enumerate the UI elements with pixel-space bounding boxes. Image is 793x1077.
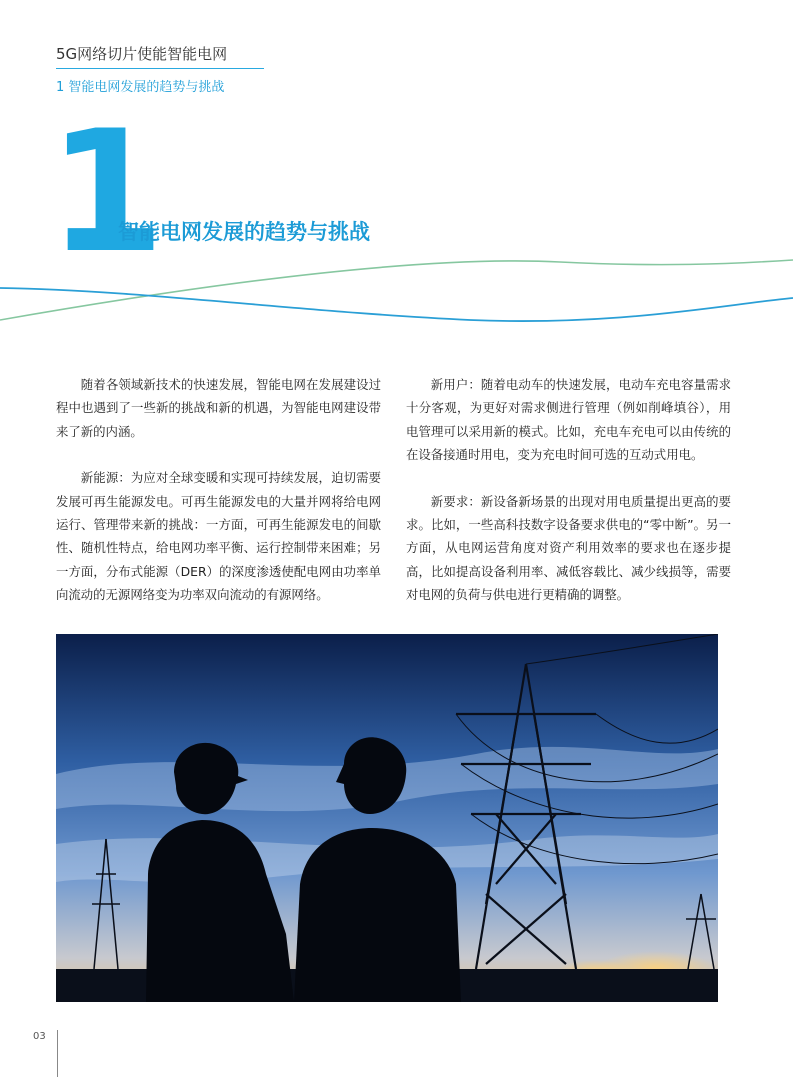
chapter-number: 1 bbox=[48, 94, 161, 290]
left-column bbox=[56, 373, 381, 630]
wave-blue bbox=[0, 288, 793, 321]
paragraph-new-energy: 新能源：为应对全球变暖和实现可持续发展，迫切需要发展可再生能源发电。可再生能源发电的大量并网将给电网运行、管理带来新的挑战：一方面，可再生能源发电的间歇性、随机性特点，给电网功率平衡、运行控制带来困难；另一方面，分布式能源（DER）的深度渗透使配电网由功率单向流动的无源网络变为功率双向流动的有源网络。 bbox=[56, 470, 381, 603]
paragraph-new-users: 新用户：随着电动车的快速发展，电动车充电容量需求十分客观，为更好对需求侧进行管理（例如削峰填谷），用电管理可以采用新的模式。比如，充电车充电可以由传统的在设备接通时用电，变为充电时间可选的互动式用电。 bbox=[406, 377, 731, 463]
running-header-title: 5G网络切片使能智能电网 bbox=[56, 45, 228, 63]
decorative-waves bbox=[0, 250, 793, 340]
workers-power-tower-photo bbox=[56, 634, 718, 1002]
paragraph-intro: 随着各领域新技术的快速发展，智能电网在发展建设过程中也遇到了一些新的挑战和新的机遇，为智能电网建设带来了新的内涵。 bbox=[56, 377, 381, 439]
footer-divider bbox=[57, 1030, 58, 1077]
chapter-title: 智能电网发展的趋势与挑战 bbox=[118, 220, 370, 244]
paragraph-new-requirements: 新要求：新设备新场景的出现对用电质量提出更高的要求。比如，一些高科技数字设备要求供电的“零中断”。另一方面，从电网运营角度对资产利用效率的要求也在逐步提高，比如提高设备利用率、减低容载比、减少线损等，需要对电网的负荷与供电进行更精确的调整。 bbox=[406, 493, 731, 603]
wave-green bbox=[0, 260, 793, 320]
header-divider bbox=[56, 68, 264, 69]
page-number: 03 bbox=[33, 1031, 46, 1042]
right-column bbox=[406, 373, 731, 630]
running-header-subtitle: 1 智能电网发展的趋势与挑战 bbox=[56, 80, 225, 95]
